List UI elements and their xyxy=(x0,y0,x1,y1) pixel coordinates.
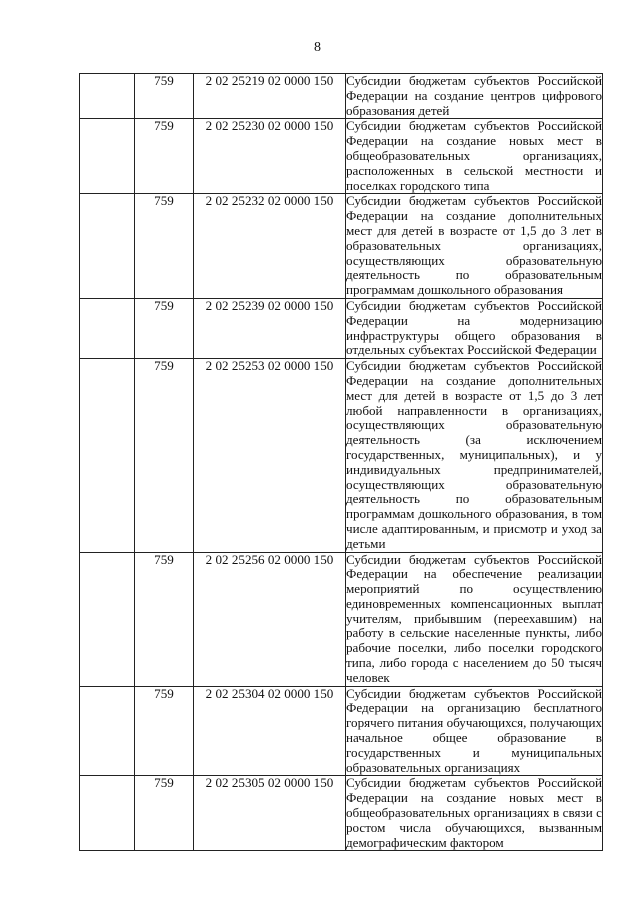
admin-code-cell: 759 xyxy=(135,74,194,119)
revenue-name-cell: Субсидии бюджетам субъектов Российской Федерации на создание новых мест в общеобразовательных организациях, расположенных в сельской местности и поселках городского типа xyxy=(346,118,602,193)
empty-cell xyxy=(80,298,135,358)
budget-code-cell: 2 02 25230 02 0000 150 xyxy=(194,119,346,194)
budget-code-cell: 2 02 25253 02 0000 150 xyxy=(194,359,346,552)
empty-cell xyxy=(80,776,135,851)
admin-code-cell: 759 xyxy=(135,552,194,686)
admin-code-cell: 759 xyxy=(135,776,194,851)
table-row xyxy=(80,359,603,552)
empty-cell xyxy=(80,194,135,299)
revenue-name-cell: Субсидии бюджетам субъектов Российской Федерации на организацию бесплатного горячего питания обучающихся, получающих начальное общее образование в государственных и муниципальных образовательных организациях xyxy=(346,685,602,775)
table-row xyxy=(80,298,603,358)
empty-cell xyxy=(80,686,135,776)
admin-code-cell: 759 xyxy=(135,119,194,194)
budget-code-cell: 2 02 25304 02 0000 150 xyxy=(194,686,346,776)
empty-cell xyxy=(80,359,135,552)
budget-code-cell: 2 02 25232 02 0000 150 xyxy=(194,194,346,299)
budget-code-cell: 2 02 25239 02 0000 150 xyxy=(194,298,346,358)
empty-cell xyxy=(80,552,135,686)
table-row xyxy=(80,194,603,299)
revenue-name-cell: Субсидии бюджетам субъектов Российской Федерации на обеспечение реализации мероприятий по осуществлению единовременных компенсационных выплат учителям, прибывшим (переехавшим) на работу в сельские населенные пункты, либо рабочие поселки, либо поселки городского типа, либо города с населением до 50 тысяч человек xyxy=(346,551,602,685)
admin-code-cell: 759 xyxy=(135,194,194,299)
table-body xyxy=(80,74,603,851)
revenue-name-cell: Субсидии бюджетам субъектов Российской Федерации на создание дополнительных мест для детей в возрасте от 1,5 до 3 лет любой направленности в организациях, осуществляющих образовательную деятельность (за исключением государственных, муниципальных), и у индивидуальных предпринимателей, осуществляющих образовательную деятельность по образовательным программам дошкольного образования, в том числе адаптированным, и присмотр и уход за детьми xyxy=(346,358,602,551)
table-row xyxy=(80,776,603,851)
table-row xyxy=(80,74,603,119)
table-row xyxy=(80,119,603,194)
admin-code-cell: 759 xyxy=(135,686,194,776)
page-number: 8 xyxy=(314,40,321,55)
budget-code-cell: 2 02 25256 02 0000 150 xyxy=(194,552,346,686)
empty-cell xyxy=(80,119,135,194)
budget-code-cell: 2 02 25305 02 0000 150 xyxy=(194,776,346,851)
revenue-name-cell: Субсидии бюджетам субъектов Российской Федерации на создание новых мест в общеобразовательных организациях в связи с ростом числа обучающихся, вызванным демографическим фактором xyxy=(346,775,602,850)
table-row xyxy=(80,552,603,686)
admin-code-cell: 759 xyxy=(135,359,194,552)
budget-code-cell: 2 02 25219 02 0000 150 xyxy=(194,74,346,119)
table-row xyxy=(80,686,603,776)
admin-code-cell: 759 xyxy=(135,298,194,358)
revenue-name-cell: Субсидии бюджетам субъектов Российской Федерации на модернизацию инфраструктуры общего образования в отдельных субъектах Российской Федерации xyxy=(346,297,602,358)
revenue-name-cell: Субсидии бюджетам субъектов Российской Федерации на создание центров цифрового образования детей xyxy=(346,73,602,118)
empty-cell xyxy=(80,74,135,119)
revenue-name-cell: Субсидии бюджетам субъектов Российской Федерации на создание дополнительных мест для детей в возрасте от 1,5 до 3 лет в образовательных организациях, осуществляющих образовательную деятельность по образовательным программам дошкольного образования xyxy=(346,193,602,298)
budget-classification-table xyxy=(79,73,603,851)
